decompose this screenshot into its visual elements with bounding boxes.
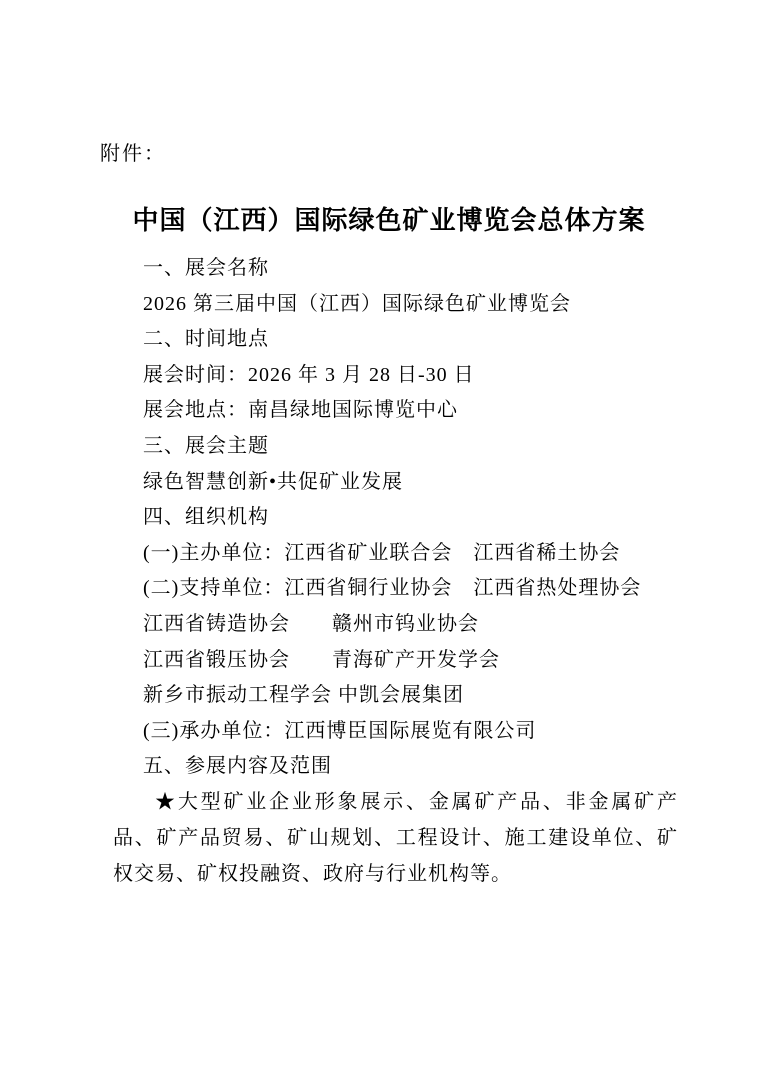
exhibition-time-line: 展会时间：2026 年 3 月 28 日-30 日 bbox=[143, 363, 475, 386]
section-heading-scope: 五、参展内容及范围 bbox=[143, 755, 332, 778]
host-units-line: (一)主办单位：江西省矿业联合会 江西省稀土协会 bbox=[143, 541, 621, 564]
attachment-label: 附件： bbox=[100, 143, 166, 165]
document-title: 中国（江西）国际绿色矿业博览会总体方案 bbox=[132, 206, 646, 235]
support-units-line-2: 江西省铸造协会 赣州市钨业协会 bbox=[143, 612, 479, 635]
section-heading-time-place: 二、时间地点 bbox=[143, 328, 269, 351]
section-heading-organization: 四、组织机构 bbox=[143, 506, 269, 529]
organizer-line: (三)承办单位：江西博臣国际展览有限公司 bbox=[143, 719, 537, 742]
document-body bbox=[100, 251, 678, 785]
exhibition-place-line: 展会地点：南昌绿地国际博览中心 bbox=[143, 399, 458, 422]
section-heading-theme: 三、展会主题 bbox=[143, 434, 269, 457]
exhibition-scope-paragraph: ★大型矿业企业形象展示、金属矿产品、非金属矿产品、矿产品贸易、矿山规划、工程设计、施工建设单位、矿权交易、矿权投融资、政府与行业机构等。 bbox=[113, 790, 678, 885]
exhibition-name-line: 2026 第三届中国（江西）国际绿色矿业博览会 bbox=[143, 292, 571, 315]
support-units-line-4: 新乡市振动工程学会 中凯会展集团 bbox=[143, 684, 464, 707]
exhibition-theme-line: 绿色智慧创新•共促矿业发展 bbox=[143, 470, 404, 493]
section-heading-exhibition-name: 一、展会名称 bbox=[143, 257, 269, 279]
support-units-line: (二)支持单位：江西省铜行业协会 江西省热处理协会 bbox=[143, 577, 642, 600]
support-units-line-3: 江西省锻压协会 青海矿产开发学会 bbox=[143, 648, 500, 671]
